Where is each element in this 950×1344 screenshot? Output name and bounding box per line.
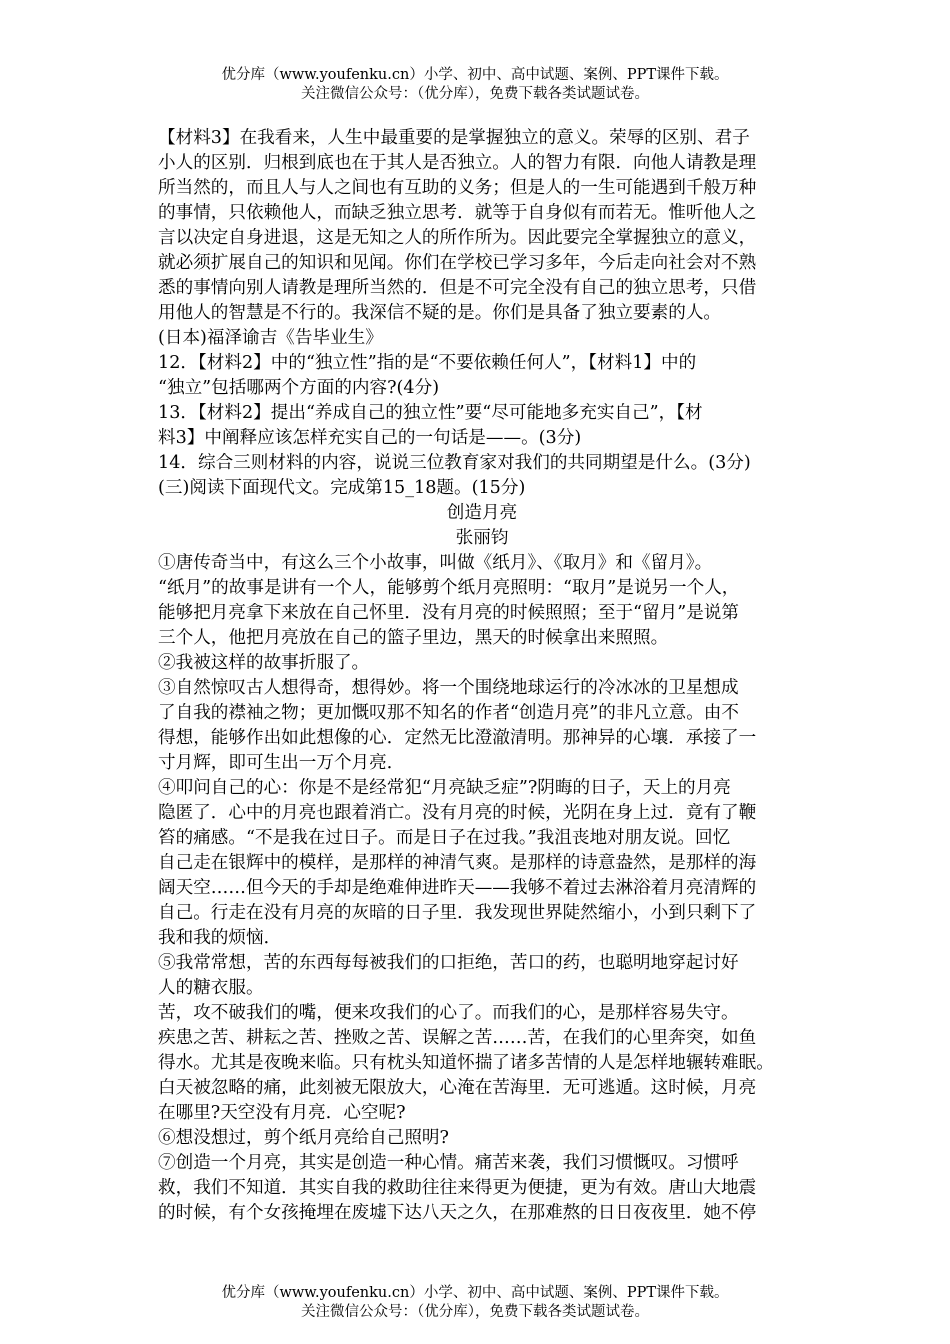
- text-line: 自己走在银辉中的模样，是那样的神清气爽。是那样的诗意盎然，是那样的海: [158, 853, 757, 873]
- text-line: 人的糖衣服。: [158, 978, 264, 998]
- text-line: 笞的痛感。“不是我在过日子。而是日子在过我。”我沮丧地对朋友说。回忆: [158, 828, 731, 848]
- text-line: 阔天空……但今天的手却是绝难伸进昨天——我够不着过去淋浴着月亮清辉的: [158, 878, 757, 898]
- text-line: 在哪里?天空没有月亮．心空呢?: [158, 1103, 406, 1123]
- text-line: 用他人的智慧是不行的。我深信不疑的是。你们是具备了独立要素的人。: [158, 303, 722, 323]
- text-line: 救，我们不知道．其实自我的救助往往来得更为便捷，更为有效。唐山大地震: [158, 1178, 757, 1198]
- text-line: 言以决定自身进退，这是无知之人的所作所为。因此要完全掌握独立的意义，: [158, 228, 757, 248]
- text-line: 小人的区别．归根到底也在于其人是否独立。人的智力有限．向他人请教是理: [158, 153, 757, 173]
- text-line: “独立”包括哪两个方面的内容?(4分): [158, 378, 440, 398]
- text-line: 自己。行走在没有月亮的灰暗的日子里．我发现世界陡然缩小，小到只剩下了: [158, 903, 757, 923]
- text-line: 的时候，有个女孩掩埋在废墟下达八天之久，在那难熬的日日夜夜里．她不停: [158, 1203, 757, 1223]
- heading-line: 张丽钧: [455, 528, 509, 548]
- text-line: 隐匿了．心中的月亮也跟着消亡。没有月亮的时候，光阴在身上过．竟有了鞭: [158, 803, 757, 823]
- text-line: 了自我的襟袖之物；更加慨叹那不知名的作者“创造月亮”的非凡立意。由不: [158, 703, 739, 723]
- page-header: [0, 66, 950, 104]
- text-line: ⑥想没想过，剪个纸月亮给自己照明?: [158, 1128, 449, 1148]
- text-line: ⑤我常常想，苦的东西每每被我们的口拒绝，苦口的药，也聪明地穿起讨好: [158, 953, 739, 973]
- text-line: 苦，攻不破我们的嘴，便来攻我们的心了。而我们的心，是那样容易失守。: [158, 1003, 739, 1023]
- text-line: 得水。尤其是夜晚来临。只有枕头知道怀揣了诸多苦情的人是怎样地辗转难眠。: [158, 1053, 774, 1073]
- text-line: 13．【材料2】提出“养成自己的独立性”要“尽可能地多充实自己”，【材: [158, 403, 703, 423]
- text-line: ①唐传奇当中，有这么三个小故事，叫做《纸月》、《取月》和《留月》。: [158, 553, 713, 573]
- text-line: 我和我的烦恼．: [158, 928, 282, 948]
- text-line: “纸月”的故事是讲有一个人，能够剪个纸月亮照明：“取月”是说另一个人，: [158, 578, 740, 598]
- text-line: 12．【材料2】中的“独立性”指的是“不要依赖任何人”，【材料1】中的: [158, 353, 697, 373]
- document-body: [158, 126, 806, 1226]
- header-line-1: 优分库（www.youfenku.cn）小学、初中、高中试题、案例、PPT课件下载。: [221, 67, 729, 83]
- heading-line: 创造月亮: [446, 503, 518, 523]
- text-line: 所当然的，而且人与人之间也有互助的义务；但是人的一生可能遇到千般万种: [158, 178, 757, 198]
- header-line-2: 关注微信公众号：（优分库），免费下载各类试题试卷。: [301, 86, 649, 102]
- page-footer: [0, 1284, 950, 1322]
- text-line: ④叩问自己的心：你是不是经常犯“月亮缺乏症”?阴晦的日子，天上的月亮: [158, 778, 731, 798]
- text-line: 能够把月亮拿下来放在自己怀里．没有月亮的时候照照；至于“留月”是说第: [158, 603, 739, 623]
- text-line: 【材料3】在我看来，人生中最重要的是掌握独立的意义。荣辱的区别、君子: [158, 128, 750, 148]
- text-line: 三个人，他把月亮放在自己的篮子里边，黑天的时候拿出来照照。: [158, 628, 669, 648]
- text-line: 的事情，只依赖他人，而缺乏独立思考．就等于自身似有而若无。惟听他人之: [158, 203, 757, 223]
- text-line: 就必须扩展自己的知识和见闻。你们在学校已学习多年，今后走向社会对不熟: [158, 253, 757, 273]
- text-line: ③自然惊叹古人想得奇，想得妙。将一个围绕地球运行的冷冰冰的卫星想成: [158, 678, 739, 698]
- text-line: ②我被这样的故事折服了。: [158, 653, 370, 673]
- text-line: 疾患之苦、耕耘之苦、挫败之苦、误解之苦……苦，在我们的心里奔突，如鱼: [158, 1028, 757, 1048]
- footer-line-2: 关注微信公众号：（优分库），免费下载各类试题试卷。: [301, 1304, 649, 1320]
- text-line: 白天被忽略的痛，此刻被无限放大，心淹在苦海里．无可逃遁。这时候，月亮: [158, 1078, 757, 1098]
- text-line: 寸月辉，即可生出一万个月亮．: [158, 753, 405, 773]
- text-line: 悉的事情向别人请教是理所当然的．但是不可完全没有自己的独立思考，只借: [158, 278, 757, 298]
- text-line: 14．综合三则材料的内容，说说三位教育家对我们的共同期望是什么。(3分): [158, 453, 751, 473]
- text-line: 料3】中阐释应该怎样充实自己的一句话是——。(3分): [158, 428, 582, 448]
- text-line: (日本)福泽谕吉《告毕业生》: [158, 328, 383, 348]
- text-line: 得想，能够作出如此想像的心．定然无比澄澈清明。那神异的心壤．承接了一: [158, 728, 757, 748]
- footer-line-1: 优分库（www.youfenku.cn）小学、初中、高中试题、案例、PPT课件下载。: [221, 1285, 729, 1301]
- text-line: (三)阅读下面现代文。完成第15_18题。(15分): [158, 478, 526, 498]
- text-line: ⑦创造一个月亮，其实是创造一种心情。痛苦来袭，我们习惯慨叹。习惯呼: [158, 1153, 739, 1173]
